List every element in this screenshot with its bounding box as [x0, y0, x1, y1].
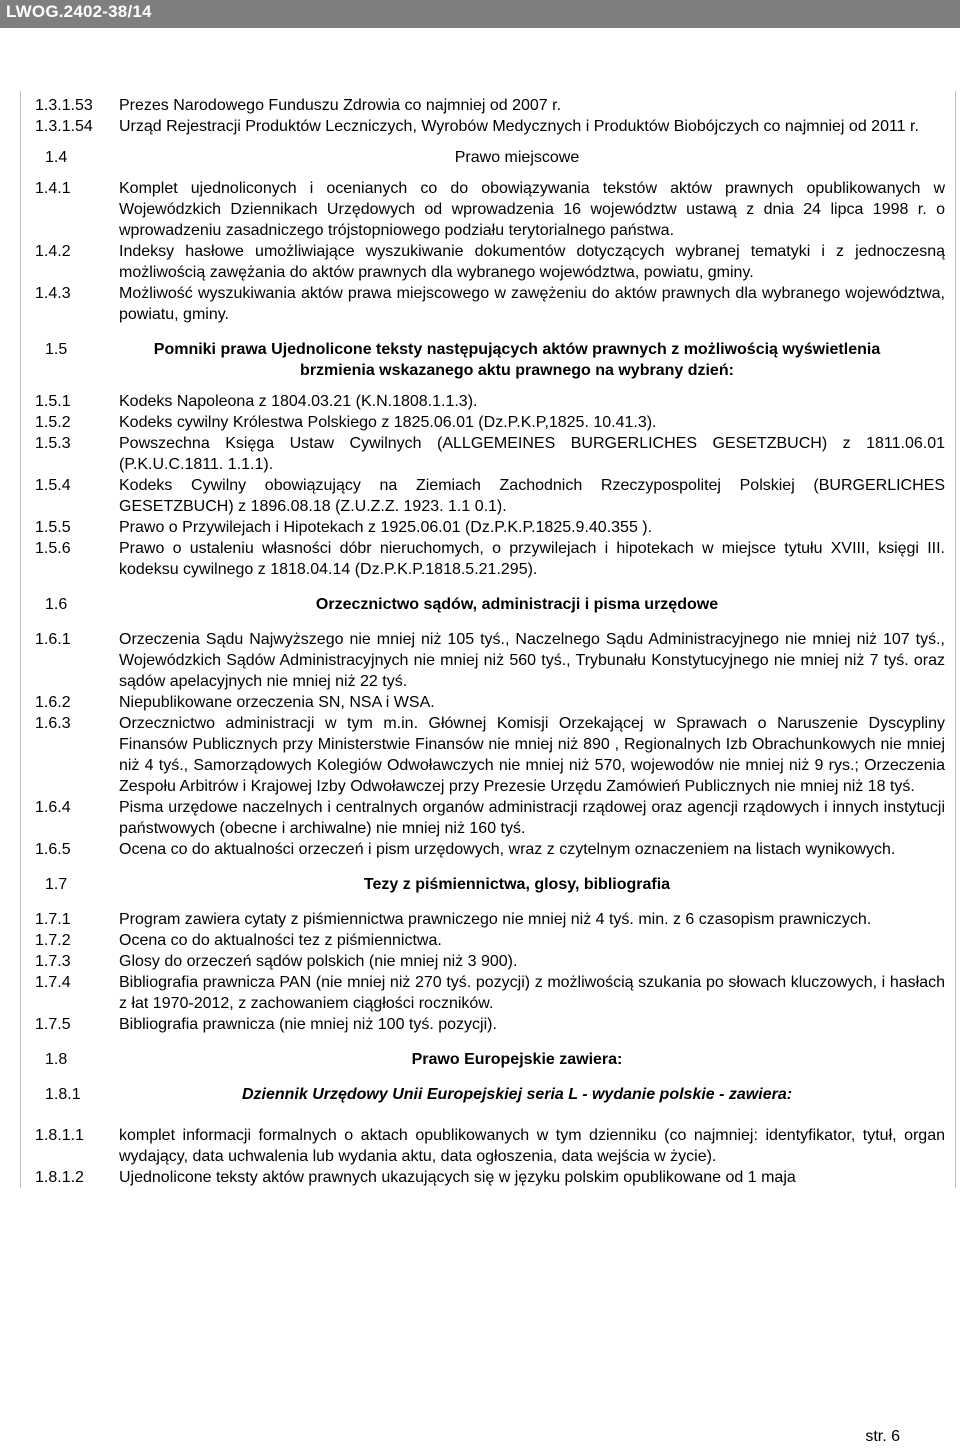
section-heading — [21, 1049, 955, 1070]
item-text: Urząd Rejestracji Produktów Leczniczych, Wyrobów Medycznych i Produktów Biobójczych co najmniej od 2011 r. — [119, 118, 919, 135]
item-number: 1.4.1 — [35, 180, 71, 197]
item-text: Ujednolicone teksty aktów prawnych ukazujących się w języku polskim opublikowane od 1 maja — [119, 1169, 796, 1186]
subsection-number: 1.8.1 — [45, 1086, 81, 1103]
item-text: Niepublikowane orzeczenia SN, NSA i WSA. — [119, 694, 435, 711]
list-item — [21, 713, 955, 797]
list-item — [21, 972, 955, 1014]
item-number: 1.6.1 — [35, 631, 71, 648]
item-text: Prawo o Przywilejach i Hipotekach z 1925.06.01 (Dz.P.K.P.1825.9.40.355 ). — [119, 519, 653, 536]
list-item — [21, 391, 955, 412]
list-item — [21, 116, 955, 137]
item-number: 1.6.5 — [35, 841, 71, 858]
item-text: komplet informacji formalnych o aktach opublikowanych w tym dzienniku (co najmniej: identyfikator, tytuł, organ wydający, data uchwalenia lub wydania aktu, data ogłoszenia, data wejścia w życie). — [119, 1127, 945, 1165]
item-text: Glosy do orzeczeń sądów polskich (nie mniej niż 3 900). — [119, 953, 518, 970]
list-item — [21, 692, 955, 713]
item-number: 1.3.1.54 — [35, 118, 93, 135]
list-item — [21, 1125, 955, 1167]
item-text: Możliwość wyszukiwania aktów prawa miejscowego w zawężeniu do aktów prawnych dla wybranego województwa, powiatu, gminy. — [119, 285, 945, 323]
item-text: Komplet ujednoliconych i ocenianych co do obowiązywania tekstów aktów prawnych opublikowanych w Wojewódzkich Dziennikach Urzędowych od wprowadzenia 16 województw ustawą z dnia 24 lipca 1998 r. o wprowadzeniu zasadniczego trójstopniowego podziału terytorialnego państwa. — [119, 180, 945, 239]
item-text: Orzeczenia Sądu Najwyższego nie mniej niż 105 tyś., Naczelnego Sądu Administracyjnego nie mniej niż 107 tyś., Wojewódzkich Sądów Administracyjnych nie mniej niż 560 tyś., Trybunału Konstytucyjnego nie mniej niż 7 tyś. oraz sądów apelacyjnych nie mniej niż 22 tyś. — [119, 631, 945, 690]
item-number: 1.3.1.53 — [35, 97, 93, 114]
item-number: 1.6.2 — [35, 694, 71, 711]
item-text: Kodeks Cywilny obowiązujący na Ziemiach Zachodnich Rzeczypospolitej Polskiej (BURGERLICHES GESETZBUCH) z 1896.08.18 (Z.U.Z.Z. 1923. 1.1 0.1). — [119, 477, 945, 515]
item-text: Bibliografia prawnicza (nie mniej niż 100 tyś. pozycji). — [119, 1016, 497, 1033]
item-text: Indeksy hasłowe umożliwiające wyszukiwanie dokumentów dotyczących wybranej tematyki i z jednoczesną możliwością zawężania do aktów prawnych dla wybranego województwa, powiatu, gminy. — [119, 243, 945, 281]
item-number: 1.5.6 — [35, 540, 71, 557]
section-number: 1.4 — [45, 149, 68, 166]
list-item — [21, 517, 955, 538]
section-number: 1.5 — [45, 341, 68, 358]
list-item — [21, 1167, 955, 1188]
section-title: Orzecznictwo sądów, administracji i pisma urzędowe — [315, 596, 719, 613]
item-text: Kodeks Napoleona z 1804.03.21 (K.N.1808.1.1.3). — [119, 393, 478, 410]
item-number: 1.5.4 — [35, 477, 71, 494]
list-item — [21, 433, 955, 475]
list-item — [21, 95, 955, 116]
list-item — [21, 930, 955, 951]
item-number: 1.5.3 — [35, 435, 71, 452]
item-text: Ocena co do aktualności orzeczeń i pism urzędowych, wraz z czytelnym oznaczeniem na listach wynikowych. — [119, 841, 896, 858]
list-item — [21, 797, 955, 839]
item-number: 1.5.5 — [35, 519, 71, 536]
item-number: 1.4.2 — [35, 243, 71, 260]
section-title: Pomniki prawa Ujednolicone teksty następujących aktów prawnych z możliwością wyświetlenia brzmienia wskazanego aktu prawnego na wybrany dzień: — [153, 341, 881, 379]
item-number: 1.7.5 — [35, 1016, 71, 1033]
list-item — [21, 951, 955, 972]
item-text: Prezes Narodowego Funduszu Zdrowia co najmniej od 2007 r. — [119, 97, 562, 114]
page-number: str. 6 — [865, 1428, 900, 1445]
item-number: 1.8.1.1 — [35, 1127, 84, 1144]
item-text: Pisma urzędowe naczelnych i centralnych organów administracji rządowej oraz agencji rządowych i innych instytucji państwowych (obecne i archiwalne) nie mniej niż 160 tyś. — [119, 799, 945, 837]
item-number: 1.6.4 — [35, 799, 71, 816]
item-number: 1.5.1 — [35, 393, 71, 410]
section-heading — [21, 147, 955, 168]
list-item — [21, 412, 955, 433]
item-number: 1.7.3 — [35, 953, 71, 970]
subsection-title: Dziennik Urzędowy Unii Europejskiej seria L - wydanie polskie - zawiera: — [241, 1086, 793, 1103]
list-item — [21, 178, 955, 241]
item-text: Ocena co do aktualności tez z piśmiennictwa. — [119, 932, 442, 949]
section-title: Prawo Europejskie zawiera: — [411, 1051, 623, 1068]
item-number: 1.7.2 — [35, 932, 71, 949]
item-text: Prawo o ustaleniu własności dóbr nieruchomych, o przywilejach i hipotekach w miejsce tytułu XVIII, księgi III. kodeksu cywilnego z 1818.04.14 (Dz.P.K.P.1818.5.21.295). — [119, 540, 945, 578]
item-text: Orzecznictwo administracji w tym m.in. Głównej Komisji Orzekającej w Sprawach o Naruszenie Dyscypliny Finansów Publicznych przy Ministerstwie Finansów nie mniej niż 890 , Regionalnych Izb Obrachunkowych nie mniej niż 4 tyś., Samorządowych Kolegiów Odwoławczych nie mniej niż 570, wojewodów nie mniej niż 9 rys.; Orzeczenia Zespołu Arbitrów i Krajowej Izby Odwoławczej przy Prezesie Urzędu Zamówień Publicznych nie mniej niż 18 tyś. — [119, 715, 945, 795]
page-footer — [0, 1424, 960, 1451]
list-item — [21, 1014, 955, 1035]
subsection-heading — [21, 1084, 955, 1105]
item-text: Program zawiera cytaty z piśmiennictwa prawniczego nie mniej niż 4 tyś. min. z 6 czasopism prawniczych. — [119, 911, 872, 928]
item-number: 1.6.3 — [35, 715, 71, 732]
section-number: 1.8 — [45, 1051, 68, 1068]
section-number: 1.7 — [45, 876, 68, 893]
list-item — [21, 538, 955, 580]
section-heading — [21, 594, 955, 615]
list-item — [21, 475, 955, 517]
section-title: Tezy z piśmiennictwa, glosy, bibliografia — [363, 876, 671, 893]
header-bar — [0, 0, 960, 28]
item-number: 1.7.1 — [35, 911, 71, 928]
section-title: Prawo miejscowe — [454, 149, 580, 166]
section-number: 1.6 — [45, 596, 68, 613]
document-id: LWOG.2402-38/14 — [6, 2, 152, 21]
item-number: 1.4.3 — [35, 285, 71, 302]
list-item — [21, 839, 955, 860]
list-item — [21, 909, 955, 930]
list-item — [21, 241, 955, 283]
section-heading — [21, 339, 955, 381]
item-text: Kodeks cywilny Królestwa Polskiego z 1825.06.01 (Dz.P.K.P,1825. 10.41.3). — [119, 414, 657, 431]
item-number: 1.8.1.2 — [35, 1169, 84, 1186]
item-number: 1.5.2 — [35, 414, 71, 431]
document-body — [20, 91, 956, 1188]
list-item — [21, 629, 955, 692]
item-number: 1.7.4 — [35, 974, 71, 991]
item-text: Powszechna Księga Ustaw Cywilnych (ALLGEMEINES BURGERLICHES GESETZBUCH) z 1811.06.01 (P.K.U.C.1811. 1.1.1). — [119, 435, 945, 473]
item-text: Bibliografia prawnicza PAN (nie mniej niż 270 tyś. pozycji) z możliwością szukania po słowach kluczowych, i hasłach z łat 1970-2012, z zachowaniem ciągłości roczników. — [119, 974, 945, 1012]
list-item — [21, 283, 955, 325]
section-heading — [21, 874, 955, 895]
